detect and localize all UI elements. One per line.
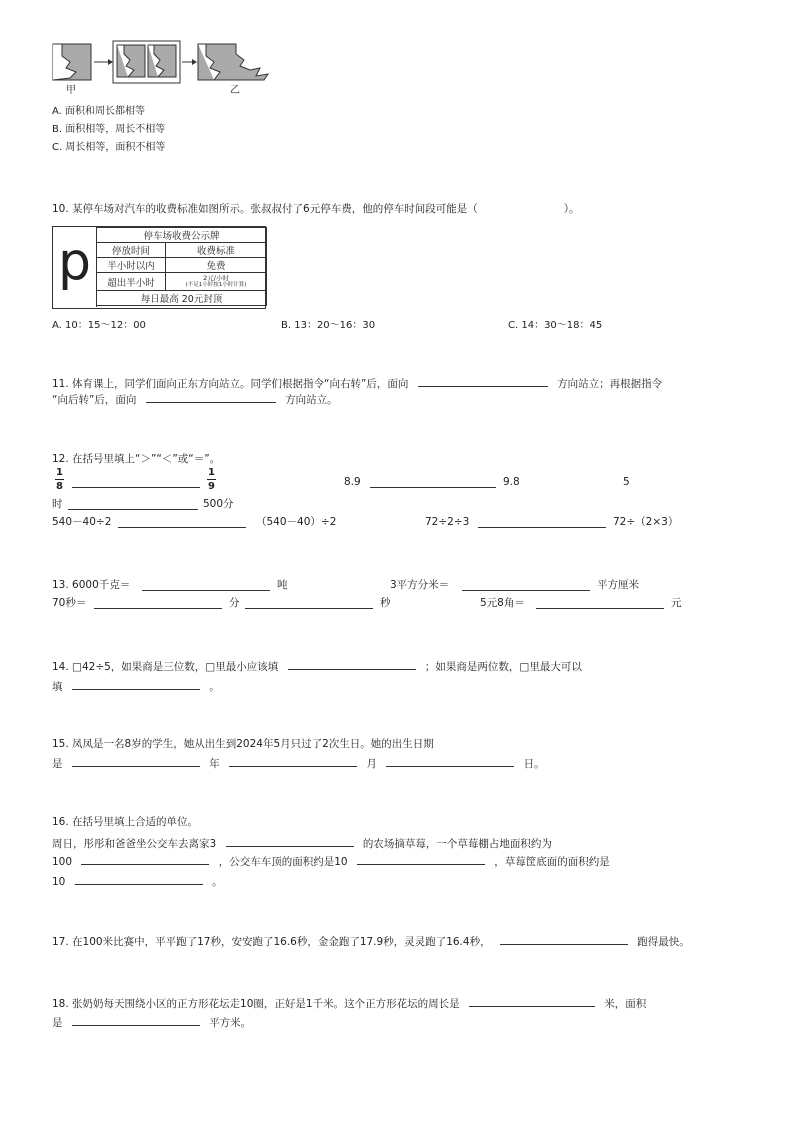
q13-blank-2[interactable] [462,579,590,591]
q10-stem: 10. 某停车场对汽车的收费标准如图所示。张叔叔付了6元停车费，他的停车时间段可能是（ ）。 [52,203,580,215]
q13-d-left: 5元8角＝ [480,597,525,609]
q12-stem: 12. 在括号里填上“＞”“＜”或“＝”。 [52,453,221,465]
q13-d-unit: 元 [671,597,682,609]
q12-a-right: 9.8 [503,476,520,488]
q16-line2: 100 ，公交车车顶的面积约是10 ，草莓筐底面的面积约是 [52,853,610,869]
q13-a-unit: 吨 [277,579,288,591]
row1-fee: 免费 [166,258,267,273]
q15-blank-year[interactable] [72,755,200,767]
q12-c-right: （540－40）÷2 [256,516,337,528]
q13-blank-5[interactable] [536,597,664,609]
q15-blank-month[interactable] [229,755,357,767]
q13-c-unit1: 分 [229,597,240,609]
q9-option-a: A. 面积和周长都相等 [52,106,146,117]
q13-c-unit2: 秒 [380,597,391,609]
q11-blank-1[interactable] [418,375,548,387]
q13-b-unit: 平方厘米 [597,579,639,591]
col-fee: 收费标准 [166,243,267,258]
q12-blank-2[interactable] [370,476,496,488]
q12-d-right: 72÷（2×3） [613,516,679,528]
q9-shape-figures [50,40,280,85]
q10-option-c: C. 14：30～18：45 [508,320,603,331]
q10-option-b: B. 13：20～16：30 [281,320,376,331]
parking-logo: p [53,227,97,307]
q12-blank-1[interactable] [72,476,200,488]
q18-line2: 是 平方米。 [52,1014,251,1030]
q13-c-left: 70秒＝ [52,597,87,609]
q9-label-yi: 乙 [230,85,240,96]
q13-a-left: 13. 6000千克＝ [52,579,131,591]
q13-blank-1[interactable] [142,579,270,591]
q13-blank-4[interactable] [245,597,373,609]
q17-blank[interactable] [500,933,628,945]
q12-c-left: 540－40÷2 [52,516,112,528]
row2-time: 超出半小时 [97,273,166,291]
q13-blank-3[interactable] [94,597,222,609]
q9-option-c: C. 周长相等，面积不相等 [52,142,166,153]
q16-blank-4[interactable] [75,873,203,885]
q15-line2: 是 年 月 日。 [52,755,545,771]
q16-blank-1[interactable] [226,835,354,847]
q16-blank-3[interactable] [357,853,485,865]
q14-blank-2[interactable] [72,678,200,690]
q16-blank-2[interactable] [81,853,209,865]
row1-time: 半小时以内 [97,258,166,273]
q16-line1: 周日，彤彤和爸爸坐公交车去离家3 的农场摘草莓，一个草莓棚占地面积约为 [52,835,552,851]
q12-blank-4[interactable] [118,516,246,528]
q12-d-left: 72÷2÷3 [425,516,470,528]
q12-b-left-unit: 时 [52,498,63,510]
q9-label-jia: 甲 [66,85,76,96]
q12-fraction-1-8: 1 8 [56,467,63,492]
q14-blank-1[interactable] [288,658,416,670]
col-time: 停放时间 [97,243,166,258]
q9-option-b: B. 面积相等，周长不相等 [52,124,166,135]
daily-cap: 每日最高 20元封顶 [97,291,267,306]
q11-line2: “向后转”后，面向 方向站立。 [52,391,338,407]
q12-b-left: 5 [623,476,630,488]
q12-a-left: 8.9 [344,476,361,488]
q17-line: 17. 在100米比赛中，平平跑了17秒，安安跑了16.6秒，金金跑了17.9秒，灵灵跑了16.4秒， 跑得最快。 [52,933,690,949]
q16-stem: 16. 在括号里填上合适的单位。 [52,816,199,828]
q18-blank-2[interactable] [72,1014,200,1026]
q13-b-left: 3平方分米＝ [390,579,450,591]
q11-line1: 11. 体育课上，同学们面向正东方向站立。同学们根据指令“向右转”后，面向 方向站立；再根据指令 [52,375,662,391]
q14-line1: 14. □42÷5，如果商是三位数，□里最小应该填 ；如果商是两位数，□里最大可以 [52,658,582,674]
q11-blank-2[interactable] [146,391,276,403]
q12-fraction-1-9: 1 9 [208,467,215,492]
row2-fee: 2元/小时 (不足1小时按1小时计算) [166,273,267,291]
q12-blank-5[interactable] [478,516,606,528]
q15-blank-day[interactable] [386,755,514,767]
q12-b-right: 500分 [203,498,234,510]
sign-title: 停车场收费公示牌 [97,228,267,243]
q15-line1: 15. 凤凤是一名8岁的学生，她从出生到2024年5月只过了2次生日。她的出生日期 [52,738,434,750]
fee-table [96,227,267,306]
q10-option-a: A. 10：15～12：00 [52,320,146,331]
q18-blank-1[interactable] [469,995,595,1007]
q18-line1: 18. 张奶奶每天围绕小区的正方形花坛走10圈，正好是1千米。这个正方形花坛的周长是 米，面积 [52,995,646,1011]
q14-line2: 填 。 [52,678,220,694]
q16-line3: 10 。 [52,873,223,889]
q12-blank-3[interactable] [68,498,198,510]
